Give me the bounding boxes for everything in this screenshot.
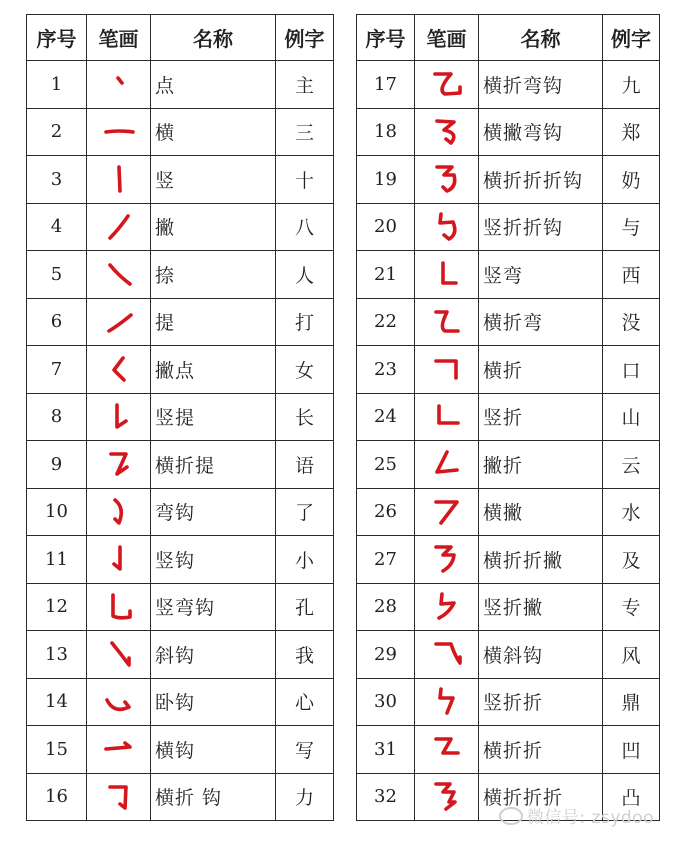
example-character: 云	[603, 441, 660, 489]
example-character: 力	[276, 773, 334, 821]
stroke-name: 横折	[479, 346, 603, 394]
stroke-name: 提	[151, 298, 276, 346]
stroke-name: 竖折折钩	[479, 203, 603, 251]
table-row	[357, 631, 660, 679]
table-row	[27, 631, 334, 679]
stroke-index: 26	[357, 488, 415, 536]
stroke-cell	[415, 61, 479, 109]
stroke-index: 16	[27, 773, 87, 821]
shuzhepie-stroke-icon	[427, 589, 467, 625]
example-character: 西	[603, 251, 660, 299]
example-character: 凹	[603, 726, 660, 774]
pie-stroke-icon	[99, 209, 139, 245]
stroke-table-left	[26, 14, 334, 821]
stroke-name: 点	[151, 61, 276, 109]
header-name: 名称	[479, 15, 603, 61]
table-row	[357, 488, 660, 536]
stroke-index: 22	[357, 298, 415, 346]
table-row	[357, 678, 660, 726]
header-name: 名称	[151, 15, 276, 61]
example-character: 及	[603, 536, 660, 584]
stroke-name: 横折折折	[479, 773, 603, 821]
stroke-index: 18	[357, 108, 415, 156]
example-character: 水	[603, 488, 660, 536]
stroke-index: 25	[357, 441, 415, 489]
stroke-cell	[415, 298, 479, 346]
header-stroke: 笔画	[415, 15, 479, 61]
stroke-name: 横撇弯钩	[479, 108, 603, 156]
stroke-index: 12	[27, 583, 87, 631]
hengpiewangou-stroke-icon	[427, 114, 467, 150]
stroke-cell	[415, 678, 479, 726]
table-row	[27, 108, 334, 156]
stroke-cell	[87, 393, 151, 441]
shuti-stroke-icon	[99, 399, 139, 435]
stroke-cell	[87, 108, 151, 156]
stroke-index: 5	[27, 251, 87, 299]
stroke-index: 28	[357, 583, 415, 631]
stroke-name: 横	[151, 108, 276, 156]
stroke-name: 横折折折钩	[479, 156, 603, 204]
example-character: 主	[276, 61, 334, 109]
stroke-name: 横折弯钩	[479, 61, 603, 109]
stroke-cell	[415, 156, 479, 204]
stroke-name: 弯钩	[151, 488, 276, 536]
ti-stroke-icon	[99, 304, 139, 340]
stroke-index: 4	[27, 203, 87, 251]
example-character: 郑	[603, 108, 660, 156]
table-row	[357, 583, 660, 631]
stroke-index: 6	[27, 298, 87, 346]
stroke-index: 31	[357, 726, 415, 774]
example-character: 人	[276, 251, 334, 299]
example-character: 奶	[603, 156, 660, 204]
stroke-cell	[87, 346, 151, 394]
stroke-cell	[415, 393, 479, 441]
hengzhewan-stroke-icon	[427, 304, 467, 340]
shuzhezhe-stroke-icon	[427, 684, 467, 720]
stroke-name: 横撇	[479, 488, 603, 536]
table-row	[357, 298, 660, 346]
stroke-name: 卧钩	[151, 678, 276, 726]
example-character: 八	[276, 203, 334, 251]
stroke-index: 27	[357, 536, 415, 584]
wogou-stroke-icon	[99, 684, 139, 720]
stroke-cell	[87, 536, 151, 584]
stroke-index: 19	[357, 156, 415, 204]
stroke-index: 2	[27, 108, 87, 156]
table-row	[27, 346, 334, 394]
example-character: 口	[603, 346, 660, 394]
shuzhe-stroke-icon	[427, 399, 467, 435]
table-row	[27, 298, 334, 346]
table-row	[357, 393, 660, 441]
example-character: 凸	[603, 773, 660, 821]
example-character: 专	[603, 583, 660, 631]
shuwangou-stroke-icon	[99, 589, 139, 625]
na-stroke-icon	[99, 256, 139, 292]
stroke-name: 竖折折	[479, 678, 603, 726]
table-row	[357, 726, 660, 774]
example-character: 九	[603, 61, 660, 109]
table-row	[27, 488, 334, 536]
shuzhezhegou-stroke-icon	[427, 209, 467, 245]
example-character: 小	[276, 536, 334, 584]
stroke-name: 横钩	[151, 726, 276, 774]
header-index: 序号	[357, 15, 415, 61]
piezhe-stroke-icon	[427, 446, 467, 482]
stroke-cell	[415, 251, 479, 299]
stroke-name: 横折提	[151, 441, 276, 489]
stroke-name: 竖钩	[151, 536, 276, 584]
stroke-name: 竖弯钩	[151, 583, 276, 631]
stroke-name: 横斜钩	[479, 631, 603, 679]
stroke-cell	[415, 488, 479, 536]
stroke-name: 撇点	[151, 346, 276, 394]
stroke-cell	[415, 726, 479, 774]
hengzhewangou-stroke-icon	[427, 66, 467, 102]
table-row	[357, 251, 660, 299]
table-row	[27, 726, 334, 774]
table-row	[27, 393, 334, 441]
stroke-cell	[87, 251, 151, 299]
hengzhezhezhe-stroke-icon	[427, 779, 467, 815]
stroke-name: 横折折撇	[479, 536, 603, 584]
stroke-cell	[87, 156, 151, 204]
hengzheti-stroke-icon	[99, 446, 139, 482]
stroke-cell	[87, 488, 151, 536]
watermark	[499, 803, 654, 828]
stroke-name: 撇折	[479, 441, 603, 489]
example-character: 女	[276, 346, 334, 394]
table-row	[27, 583, 334, 631]
table-row	[357, 536, 660, 584]
hengzhezhe-stroke-icon	[427, 731, 467, 767]
hengzhegou-stroke-icon	[99, 779, 139, 815]
stroke-index: 32	[357, 773, 415, 821]
dian-stroke-icon	[99, 66, 139, 102]
stroke-name: 竖折	[479, 393, 603, 441]
stroke-index: 7	[27, 346, 87, 394]
table-row	[27, 678, 334, 726]
example-character: 打	[276, 298, 334, 346]
example-character: 没	[603, 298, 660, 346]
table-row	[357, 156, 660, 204]
heng-stroke-icon	[99, 114, 139, 150]
stroke-cell	[415, 773, 479, 821]
stroke-cell	[415, 583, 479, 631]
example-character: 与	[603, 203, 660, 251]
stroke-cell	[87, 678, 151, 726]
stroke-index: 24	[357, 393, 415, 441]
stroke-index: 17	[357, 61, 415, 109]
hengxiegou-stroke-icon	[427, 636, 467, 672]
hengpie-stroke-icon	[427, 494, 467, 530]
wangou-stroke-icon	[99, 494, 139, 530]
header-stroke: 笔画	[87, 15, 151, 61]
hengzhe-stroke-icon	[427, 351, 467, 387]
stroke-name: 撇	[151, 203, 276, 251]
stroke-cell	[415, 346, 479, 394]
stroke-cell	[87, 203, 151, 251]
stroke-index: 15	[27, 726, 87, 774]
header-example: 例字	[603, 15, 660, 61]
table-row	[357, 203, 660, 251]
table-row	[357, 346, 660, 394]
stroke-name: 横折 钩	[151, 773, 276, 821]
table-row	[27, 203, 334, 251]
stroke-cell	[415, 536, 479, 584]
stroke-name: 斜钩	[151, 631, 276, 679]
henggou-stroke-icon	[99, 731, 139, 767]
stroke-name: 竖弯	[479, 251, 603, 299]
header-example: 例字	[276, 15, 334, 61]
example-character: 我	[276, 631, 334, 679]
watermark-text: 微信号: zsydoo	[526, 808, 654, 828]
stroke-name: 横折折	[479, 726, 603, 774]
table-header-row	[357, 15, 660, 61]
stroke-index: 11	[27, 536, 87, 584]
stroke-cell	[415, 203, 479, 251]
wechat-icon	[499, 807, 523, 825]
stroke-index: 3	[27, 156, 87, 204]
table-header-row	[27, 15, 334, 61]
stroke-index: 9	[27, 441, 87, 489]
table-row	[27, 536, 334, 584]
stroke-cell	[87, 583, 151, 631]
stroke-cell	[87, 631, 151, 679]
header-index: 序号	[27, 15, 87, 61]
stroke-index: 21	[357, 251, 415, 299]
stroke-cell	[87, 726, 151, 774]
table-row	[27, 773, 334, 821]
table-row	[357, 61, 660, 109]
stroke-index: 13	[27, 631, 87, 679]
hengzhezhepie-stroke-icon	[427, 541, 467, 577]
stroke-table-right	[356, 14, 660, 821]
example-character: 了	[276, 488, 334, 536]
table-row	[27, 61, 334, 109]
shugou-stroke-icon	[99, 541, 139, 577]
example-character: 心	[276, 678, 334, 726]
stroke-index: 8	[27, 393, 87, 441]
stroke-cell	[415, 631, 479, 679]
table-row	[27, 156, 334, 204]
example-character: 鼎	[603, 678, 660, 726]
xiegou-stroke-icon	[99, 636, 139, 672]
shuwan-stroke-icon	[427, 256, 467, 292]
stroke-index: 29	[357, 631, 415, 679]
piedian-stroke-icon	[99, 351, 139, 387]
stroke-name: 捺	[151, 251, 276, 299]
stroke-name: 横折弯	[479, 298, 603, 346]
example-character: 语	[276, 441, 334, 489]
stroke-cell	[415, 108, 479, 156]
hengzhezhezhegou-stroke-icon	[427, 161, 467, 197]
example-character: 孔	[276, 583, 334, 631]
table-row	[357, 441, 660, 489]
stroke-index: 14	[27, 678, 87, 726]
stroke-cell	[87, 298, 151, 346]
example-character: 山	[603, 393, 660, 441]
example-character: 风	[603, 631, 660, 679]
stroke-cell	[415, 441, 479, 489]
stroke-name: 竖提	[151, 393, 276, 441]
table-row	[27, 251, 334, 299]
example-character: 写	[276, 726, 334, 774]
stroke-name: 竖折撇	[479, 583, 603, 631]
stroke-index: 30	[357, 678, 415, 726]
table-row	[357, 108, 660, 156]
stroke-index: 10	[27, 488, 87, 536]
example-character: 三	[276, 108, 334, 156]
shu-stroke-icon	[99, 161, 139, 197]
stroke-cell	[87, 441, 151, 489]
stroke-index: 1	[27, 61, 87, 109]
stroke-index: 23	[357, 346, 415, 394]
example-character: 十	[276, 156, 334, 204]
stroke-name: 竖	[151, 156, 276, 204]
stroke-cell	[87, 773, 151, 821]
stroke-index: 20	[357, 203, 415, 251]
table-row	[27, 441, 334, 489]
stroke-cell	[87, 61, 151, 109]
example-character: 长	[276, 393, 334, 441]
